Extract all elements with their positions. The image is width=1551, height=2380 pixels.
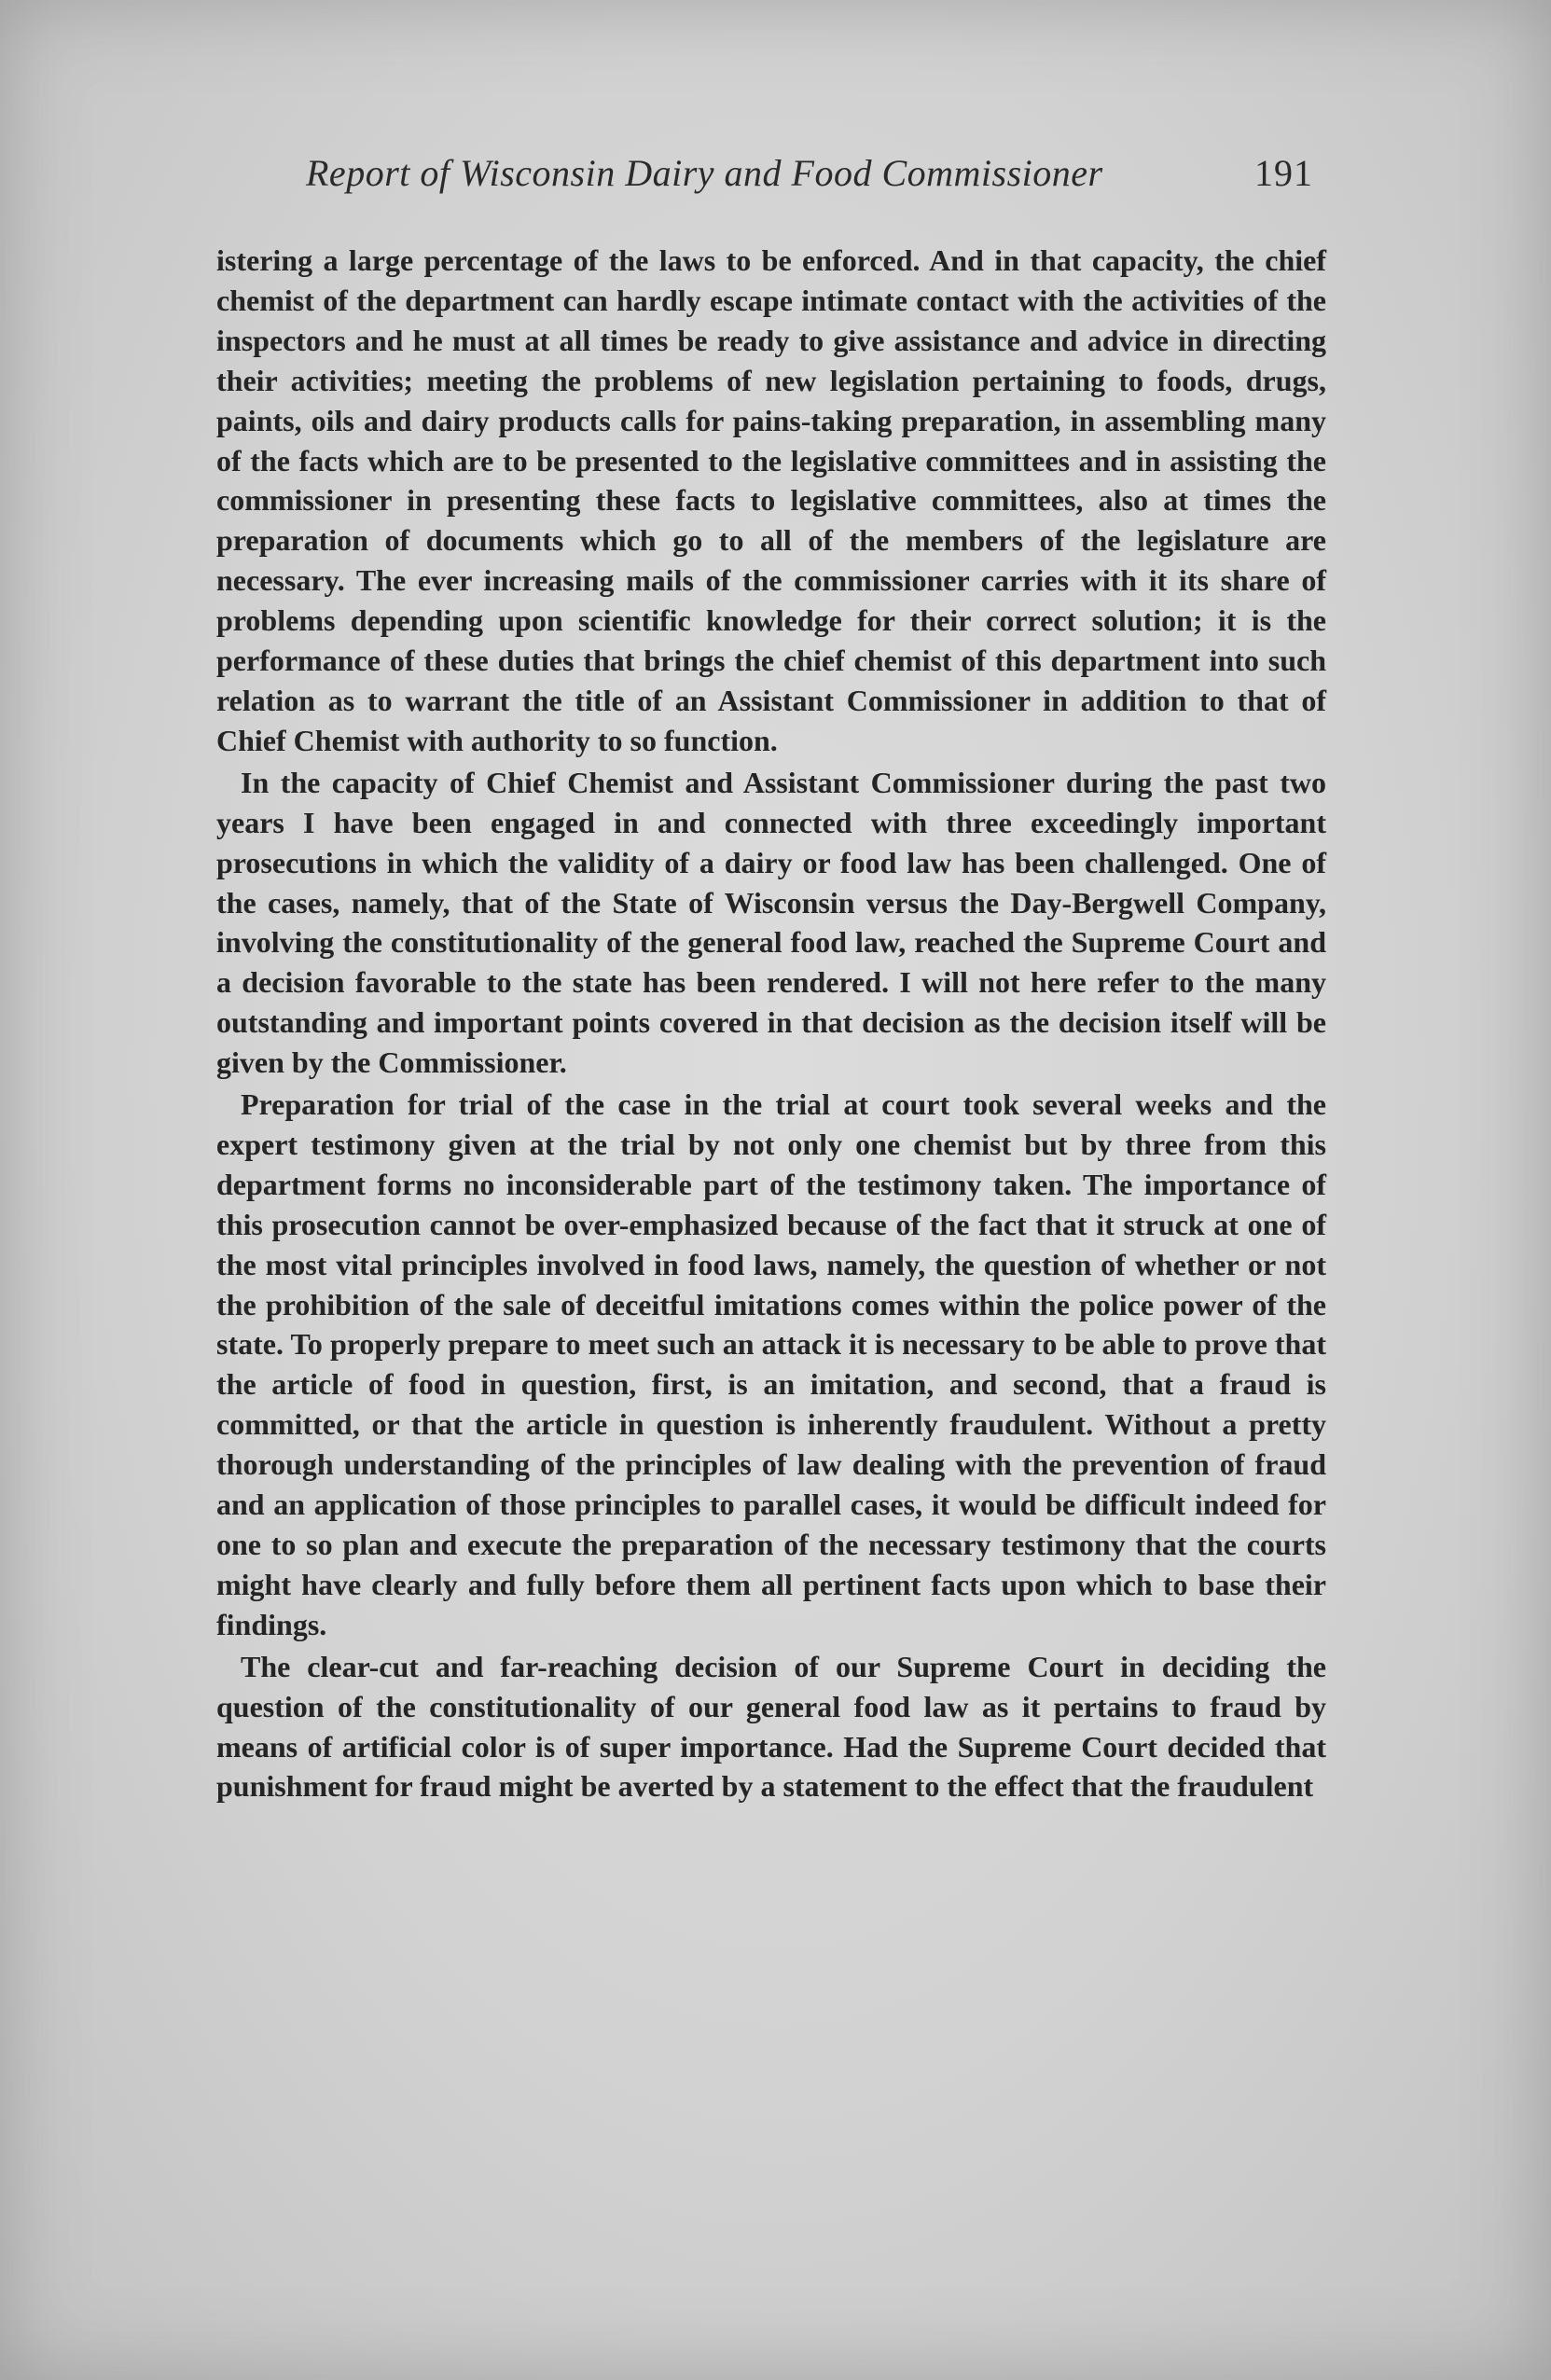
page-number: 191 xyxy=(1254,152,1313,194)
running-title: Report of Wisconsin Dairy and Food Commissioner xyxy=(306,152,1103,194)
paragraph-3: Preparation for trial of the case in the trial at court took several weeks and the expert testimony given at the trial by not only one chemist but by three from this department forms no inconsiderable part of the testimony taken. The importance of this prosecution cannot be over-emphasized because of the fact that it struck at one of the most vital principles involved in food laws, namely, the question of whether or not the prohibition of the sale of deceitful imitations comes within the police power of the state. To properly prepare to meet such an attack it is necessary to be able to prove that the article of food in question, first, is an imitation, and second, that a fraud is committed, or that the article in question is inherently fraudulent. Without a pretty thorough understanding of the principles of law dealing with the prevention of fraud and an application of those principles to parallel cases, it would be difficult indeed for one to so plan and execute the preparation of the necessary testimony that the courts might have clearly and fully before them all pertinent facts upon which to base their findings. xyxy=(216,1087,1326,1641)
paragraph-4: The clear-cut and far-reaching decision of our Supreme Court in deciding the question of the constitutionality of our general food law as it pertains to fraud by means of artificial color is of super importance. Had the Supreme Court decided that punishment for fraud might be averted by a statement to the effect that the fraudulent xyxy=(216,1649,1326,1804)
body-text xyxy=(216,241,1326,1808)
paragraph-2: In the capacity of Chief Chemist and Assistant Commissioner during the past two years I have been engaged in and connected with three exceedingly important prosecutions in which the validity of a dairy or food law has been challenged. One of the cases, namely, that of the State of Wisconsin versus the Day-Bergwell Company, involving the constitutionality of the general food law, reached the Supreme Court and a decision favorable to the state has been rendered. I will not here refer to the many outstanding and important points covered in that decision as the decision itself will be given by the Commissioner. xyxy=(216,765,1326,1080)
page-header xyxy=(216,145,1313,201)
paragraph-1: istering a large percentage of the laws to be enforced. And in that capacity, the chief chemist of the department can hardly escape intimate contact with the activities of the inspectors and he must at all times be ready to give assistance and advice in directing their activities; meeting the problems of new legislation pertaining to foods, drugs, paints, oils and dairy products calls for pains-taking preparation, in assembling many of the facts which are to be presented to the legislative committees and in assisting the commissioner in presenting these facts to legislative committees, also at times the preparation of documents which go to all of the members of the legislature are necessary. The ever increasing mails of the commissioner carries with it its share of problems depending upon scientific knowledge for their correct solution; it is the performance of these duties that brings the chief chemist of this department into such relation as to warrant the title of an Assistant Commissioner in addition to that of Chief Chemist with authority to so function. xyxy=(216,243,1326,757)
